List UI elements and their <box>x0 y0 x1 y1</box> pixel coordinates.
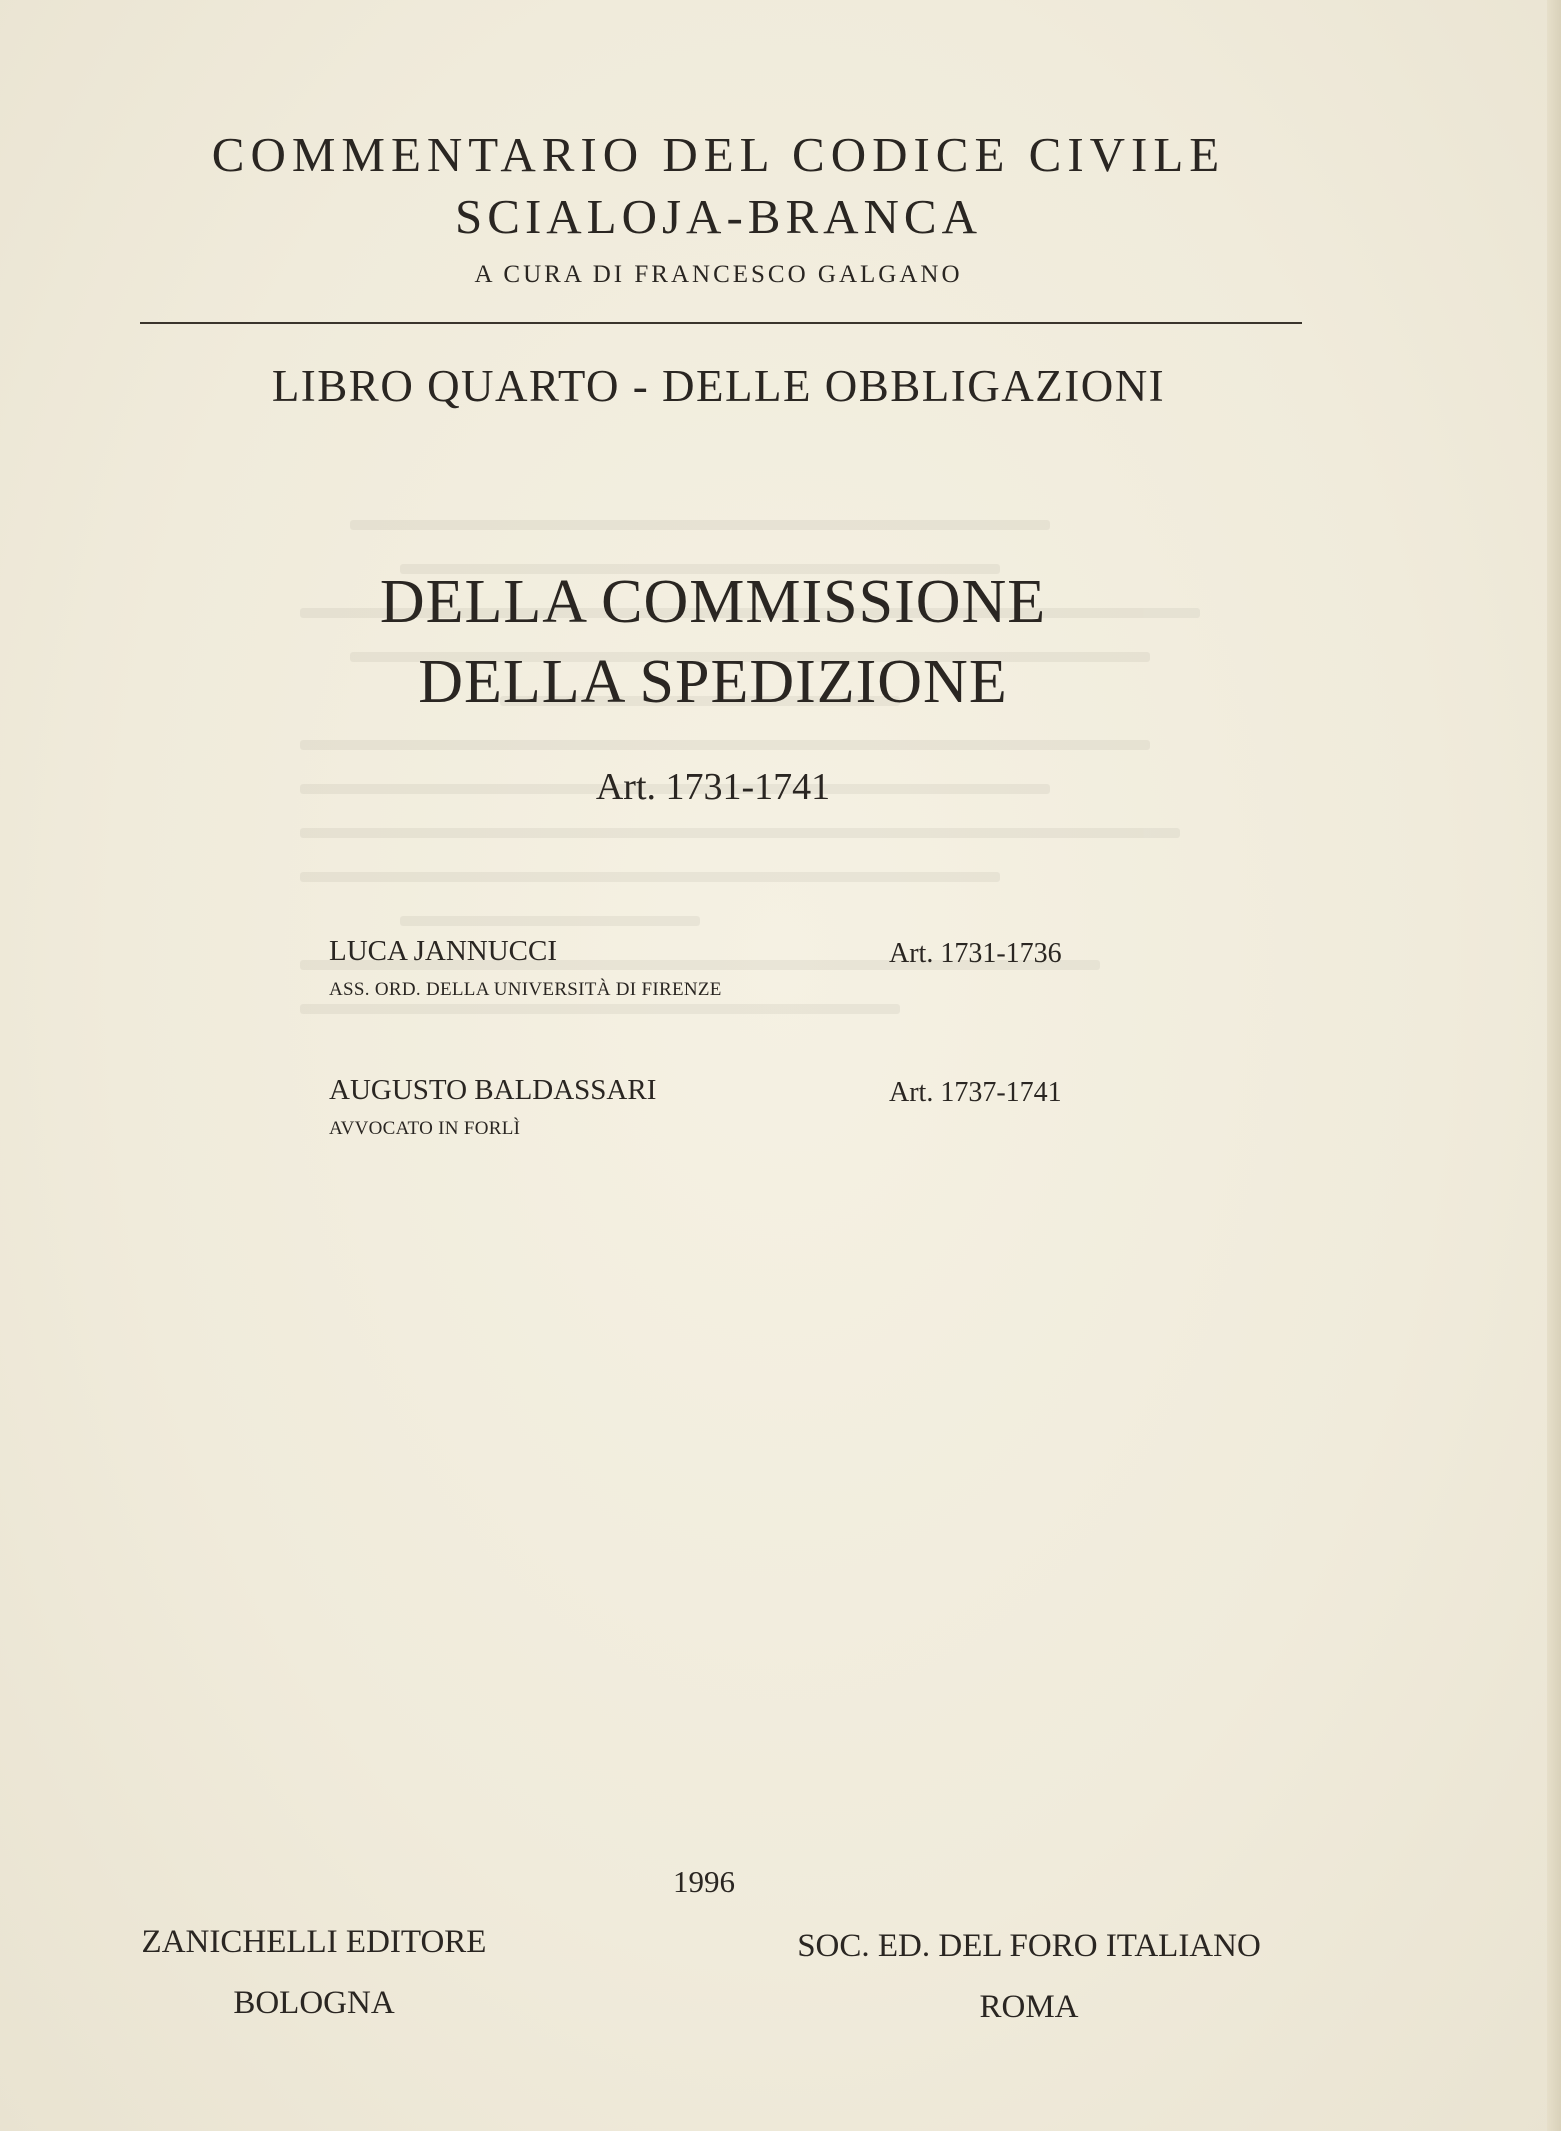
article-range: Art. 1731-1741 <box>595 766 831 808</box>
publisher-right <box>770 1930 1288 2024</box>
publisher-left <box>120 1926 508 2020</box>
author-articles: Art. 1731-1736 <box>889 938 1062 969</box>
show-through-text <box>300 520 1300 1920</box>
publisher-name: SOC. ED. DEL FORO ITALIANO <box>797 1928 1261 1964</box>
author-name: AUGUSTO BALDASSARI <box>329 1074 657 1106</box>
main-title-line-2: DELLA SPEDIZIONE <box>418 648 1008 716</box>
author-role: AVVOCATO IN FORLÌ <box>329 1118 521 1139</box>
main-title-line-1: DELLA COMMISSIONE <box>379 568 1047 636</box>
divider-rule <box>140 322 1302 324</box>
author-role: ASS. ORD. DELLA UNIVERSITÀ DI FIRENZE <box>329 979 722 1000</box>
author-block <box>329 937 722 999</box>
publication-year: 1996 <box>673 1864 735 1899</box>
publisher-city: ROMA <box>979 1989 1079 2025</box>
author-name: LUCA JANNUCCI <box>329 935 557 967</box>
series-editor: A CURA DI FRANCESCO GALGANO <box>474 261 963 288</box>
page-edge <box>1547 0 1561 2131</box>
publisher-name: ZANICHELLI EDITORE <box>141 1924 487 1960</box>
book-title: LIBRO QUARTO - DELLE OBBLIGAZIONI <box>271 361 1166 411</box>
publisher-city: BOLOGNA <box>233 1985 395 2021</box>
author-articles: Art. 1737-1741 <box>889 1077 1062 1108</box>
series-subtitle: SCIALOJA-BRANCA <box>455 189 982 244</box>
author-block <box>329 1076 656 1138</box>
series-title: COMMENTARIO DEL CODICE CIVILE <box>211 127 1226 182</box>
